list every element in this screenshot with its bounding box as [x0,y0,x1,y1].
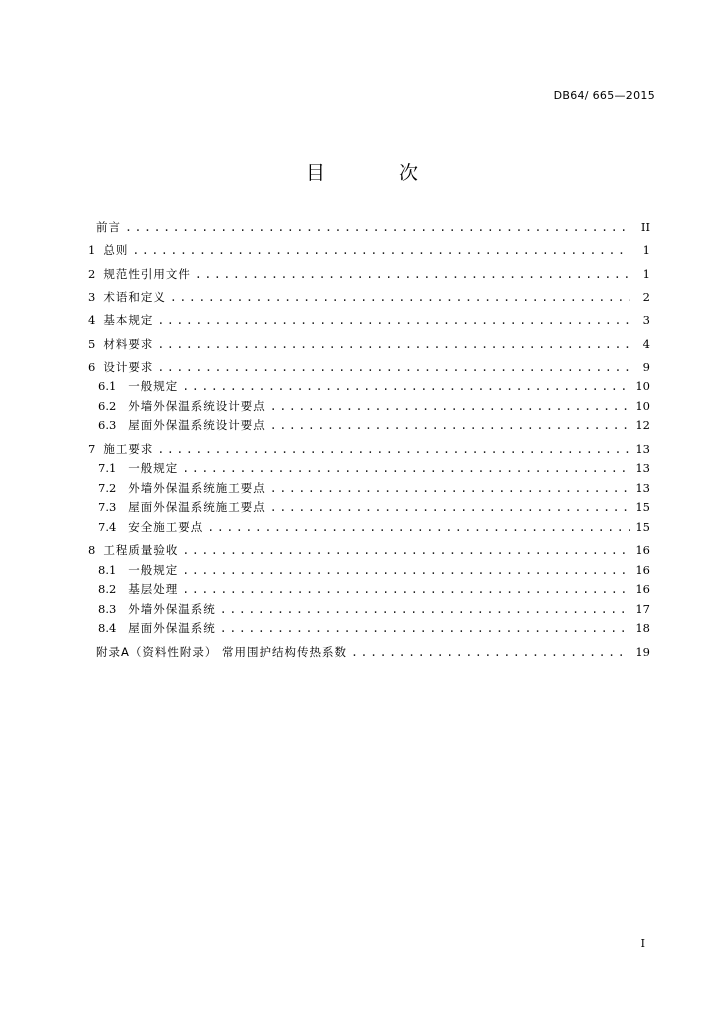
toc-entry-label: 基层处理 [128,582,179,597]
toc-entry-label: 安全施工要点 [128,519,204,534]
toc-entry-number: 7.2 [98,480,117,495]
toc-leader-dots [207,518,630,538]
toc-leader-dots [157,333,630,356]
toc-entry-number: 4 [88,313,96,328]
toc-entry-label: 屋面外保温系统 [128,621,216,636]
toc-leader-dots [132,239,630,262]
toc-leader-dots [157,356,630,379]
toc-leader-dots [270,416,630,436]
toc-entry-page: 1 [642,266,650,281]
toc-entry[interactable] [88,263,650,286]
toc-entry-label: 屋面外保温系统设计要点 [128,418,266,433]
toc-entry-page: 18 [635,621,650,636]
toc-entry-number: 3 [88,290,96,305]
toc-entry[interactable] [88,518,650,538]
toc-leader-dots [220,619,630,639]
toc-entry-number: 5 [88,336,96,351]
toc-entry[interactable] [88,580,650,600]
toc-entry[interactable] [88,459,650,479]
toc-entry[interactable] [88,239,650,262]
toc-entry-label: 一般规定 [128,461,179,476]
toc-entry-number: 7 [88,441,96,456]
toc-entry-label: 附录A（资料性附录） 常用围护结构传热系数 [96,644,348,659]
toc-entry[interactable] [88,561,650,581]
toc-entry[interactable] [88,286,650,309]
page-number: I [640,937,645,950]
toc-entry-page: 1 [642,243,650,258]
toc-leader-dots [182,377,630,397]
toc-entry-number: 8.4 [98,621,117,636]
document-code: DB64/ 665—2015 [553,89,655,102]
toc-entry-label: 设计要求 [103,360,154,375]
toc-entry-number: 1 [88,243,96,258]
toc-entry-page: 15 [635,500,650,515]
toc-entry-page: 3 [642,313,650,328]
toc-entry[interactable] [88,333,650,356]
toc-leader-dots [220,600,630,620]
toc-entry-label: 外墙外保温系统设计要点 [128,398,266,413]
toc-leader-dots [270,479,630,499]
toc-leader-dots [351,641,630,664]
toc-entry-label: 工程质量验收 [103,543,179,558]
toc-entry[interactable] [88,216,650,239]
toc-entry-page: II [640,220,650,234]
toc-entry-label: 规范性引用文件 [103,266,191,281]
toc-entry-page: 16 [635,582,650,597]
toc-entry-label: 总则 [103,243,129,258]
toc-entry[interactable] [88,498,650,518]
toc-entry-number: 8.1 [98,562,117,577]
toc-entry[interactable] [88,416,650,436]
toc-entry-number: 7.1 [98,461,117,476]
toc-entry-label: 外墙外保温系统 [128,601,216,616]
toc-leader-dots [157,309,630,332]
toc-leader-dots [157,438,630,461]
toc-entry-label: 基本规定 [103,313,154,328]
toc-entry-label: 施工要求 [103,441,154,456]
toc-entry-page: 10 [635,379,650,394]
toc-entry-page: 13 [635,461,650,476]
toc-entry[interactable] [88,600,650,620]
toc-entry-page: 2 [642,290,650,305]
toc-entry-page: 9 [642,360,650,375]
toc-entry[interactable] [88,539,650,562]
toc-entry-page: 13 [635,441,650,456]
toc-entry-number: 6.1 [98,379,117,394]
toc-entry-number: 6.3 [98,418,117,433]
toc-entry-number: 8 [88,543,96,558]
toc-leader-dots [182,459,630,479]
toc-entry-page: 19 [635,644,650,659]
toc-leader-dots [182,539,630,562]
toc-entry-number: 8.2 [98,582,117,597]
toc-entry-number: 6 [88,360,96,375]
toc-entry-number: 2 [88,266,96,281]
toc-entry[interactable] [88,377,650,397]
toc-entry-page: 10 [635,398,650,413]
toc-entry[interactable] [88,619,650,639]
toc-entry[interactable] [88,479,650,499]
toc-leader-dots [270,498,630,518]
toc-entry-page: 13 [635,480,650,495]
toc-entry-number: 7.3 [98,500,117,515]
toc-entry-label: 材料要求 [103,336,154,351]
toc-entry-page: 12 [635,418,650,433]
toc-entry-label: 术语和定义 [103,290,166,305]
toc-leader-dots [270,397,630,417]
toc-entry-page: 17 [635,601,650,616]
toc-entry-number: 7.4 [98,519,117,534]
toc-entry[interactable] [88,309,650,332]
toc-leader-dots [182,561,630,581]
toc-entry-label: 一般规定 [128,562,179,577]
toc-entry-label: 前言 [96,220,121,234]
toc-entry[interactable] [88,356,650,379]
toc-entry-number: 6.2 [98,398,117,413]
toc-entry-label: 屋面外保温系统施工要点 [128,500,266,515]
toc-entry-number: 8.3 [98,601,117,616]
toc-entry[interactable] [88,641,650,664]
page-title: 目 次 [305,162,453,184]
toc-entry-page: 15 [635,519,650,534]
toc-entry[interactable] [88,397,650,417]
toc-leader-dots [170,286,630,309]
table-of-contents [88,216,650,664]
toc-entry-page: 16 [635,543,650,558]
toc-leader-dots [182,580,630,600]
toc-leader-dots [195,263,630,286]
toc-entry-label: 外墙外保温系统施工要点 [128,480,266,495]
toc-entry-label: 一般规定 [128,379,179,394]
toc-entry[interactable] [88,438,650,461]
toc-leader-dots [125,216,630,239]
toc-entry-page: 16 [635,562,650,577]
toc-entry-page: 4 [642,336,650,351]
